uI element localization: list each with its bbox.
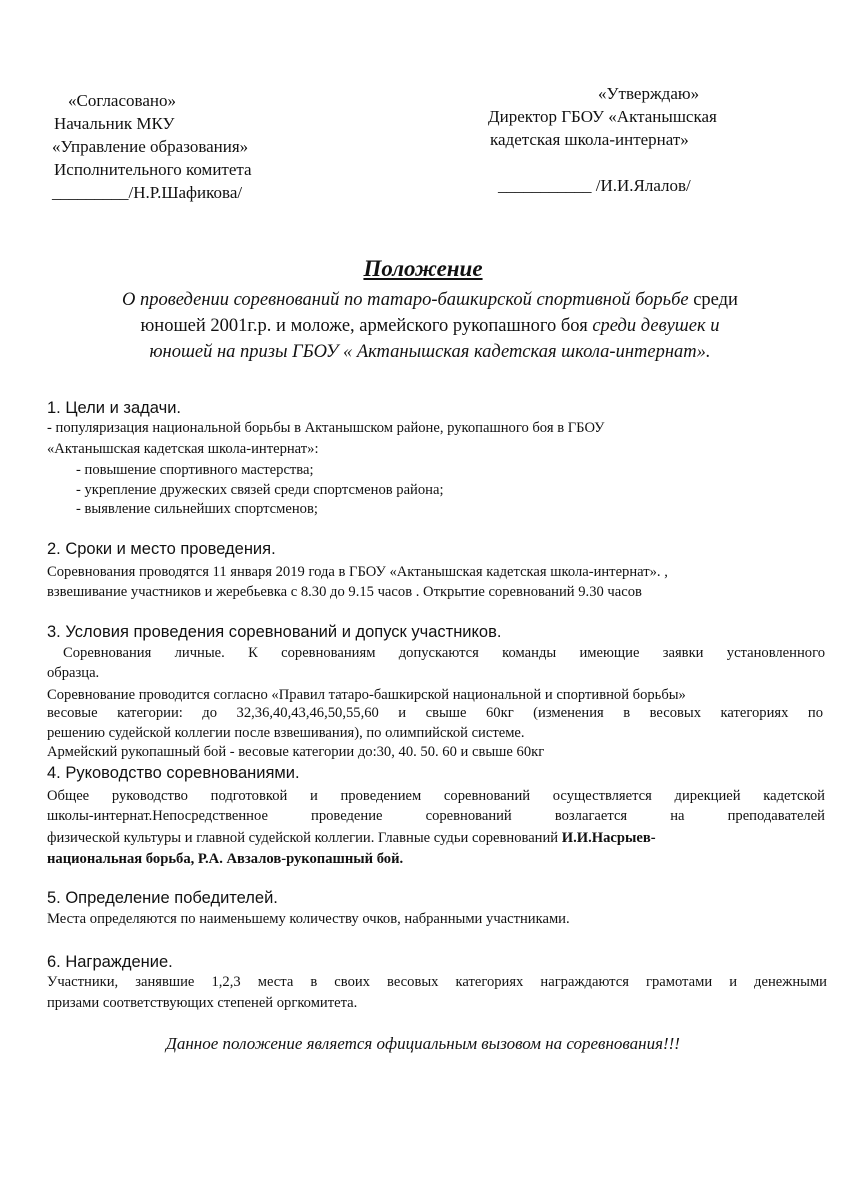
section-1-item-3: - выявление сильнейших спортсменов;	[76, 501, 318, 517]
section-4-line-2: школы-интернат.Непосредственное проведение соревнований возлагается на преподавателей	[47, 808, 825, 824]
subtitle-line-1-italic: О проведении соревнований по татаро-башкирской спортивной борьбе	[122, 290, 689, 310]
section-5-line-1: Места определяются по наименьшему количеству очков, набранными участниками.	[47, 911, 570, 927]
subtitle-line-1	[50, 287, 810, 313]
section-4-heading: 4. Руководство соревнованиями.	[47, 764, 300, 782]
section-3-line-1: Соревнования личные. К соревнованиям допускаются команды имеющие заявки установленного	[63, 645, 825, 661]
section-4-line-3	[47, 829, 656, 848]
document-subtitle	[50, 287, 810, 365]
approval-right-line-1: «Утверждаю»	[598, 84, 700, 103]
section-2-line-2: взвешивание участников и жеребьевка с 8.30 до 9.15 часов . Открытие соревнований 9.30 часов	[47, 584, 642, 600]
document-title: Положение	[363, 256, 483, 281]
section-3-line-3: Соревнование проводится согласно «Правил татаро-башкирской национальной и спортивной борьбы»	[47, 687, 686, 703]
section-1-heading: 1. Цели и задачи.	[47, 399, 181, 417]
approval-left-line-3: «Управление образования»	[52, 137, 249, 156]
section-6-line-2: призами соответствующих степеней оргкомитета.	[47, 995, 358, 1011]
approval-right-line-2: Директор ГБОУ «Актанышская	[488, 107, 717, 126]
subtitle-line-2-regular: юношей 2001г.р. и моложе, армейского рукопашного боя	[140, 316, 593, 336]
section-3-line-2: образца.	[47, 665, 100, 681]
approval-right-signature: ___________ /И.И.Ялалов/	[498, 176, 691, 195]
final-note: Данное положение является официальным вызовом на соревнования!!!	[166, 1034, 680, 1053]
subtitle-line-2-italic: среди девушек и	[592, 316, 720, 336]
subtitle-line-3: юношей на призы ГБОУ « Актанышская кадетская школа-интернат».	[149, 342, 711, 362]
section-3-line-4: весовые категории: до 32,36,40,43,46,50,55,60 и свыше 60кг (изменения в весовых категориях по	[47, 705, 823, 721]
section-4-line-3-text: физической культуры и главной судейской коллегии. Главные судьи соревнований	[47, 830, 562, 846]
approval-right-line-3: кадетская школа-интернат»	[490, 130, 689, 149]
section-3-line-6: Армейский рукопашный бой - весовые категории до:30, 40. 50. 60 и свыше 60кг	[47, 744, 545, 760]
section-2-heading: 2. Сроки и место проведения.	[47, 540, 276, 558]
section-4-judge-name: И.И.Насрыев-	[561, 830, 656, 846]
section-1-item-2: - укрепление дружеских связей среди спортсменов района;	[76, 482, 444, 498]
approval-left-line-4: Исполнительного комитета	[54, 160, 252, 179]
section-6-heading: 6. Награждение.	[47, 953, 173, 971]
section-6-line-1: Участники, занявшие 1,2,3 места в своих весовых категориях награждаются грамотами и денежными	[47, 974, 827, 990]
approval-left-line-1: «Согласовано»	[68, 91, 176, 110]
section-1-item-1: - повышение спортивного мастерства;	[76, 462, 314, 478]
section-2-line-1: Соревнования проводятся 11 января 2019 года в ГБОУ «Актанышская кадетская школа-интернат». ,	[47, 564, 668, 580]
approval-left	[52, 89, 252, 204]
section-3-line-5: решению судейской коллегии после взвешивания), по олимпийской системе.	[47, 725, 525, 741]
approval-right	[488, 82, 717, 197]
subtitle-line-1-regular: среди	[688, 290, 738, 310]
section-1-line-2: «Актанышская кадетская школа-интернат»:	[47, 441, 319, 457]
approval-left-line-2: Начальник МКУ	[54, 114, 175, 133]
section-4-line-4: национальная борьба, Р.А. Авзалов-рукопашный бой.	[47, 851, 404, 867]
section-4-line-1: Общее руководство подготовкой и проведением соревнований осуществляется дирекцией кадетской	[47, 788, 825, 804]
subtitle-line-2	[50, 313, 810, 339]
approval-left-signature: _________/Н.Р.Шафикова/	[52, 183, 243, 202]
section-5-heading: 5. Определение победителей.	[47, 889, 278, 907]
section-3-heading: 3. Условия проведения соревнований и допуск участников.	[47, 623, 502, 641]
section-1-line-1: - популяризация национальной борьбы в Актанышском районе, рукопашного боя в ГБОУ	[47, 420, 605, 436]
